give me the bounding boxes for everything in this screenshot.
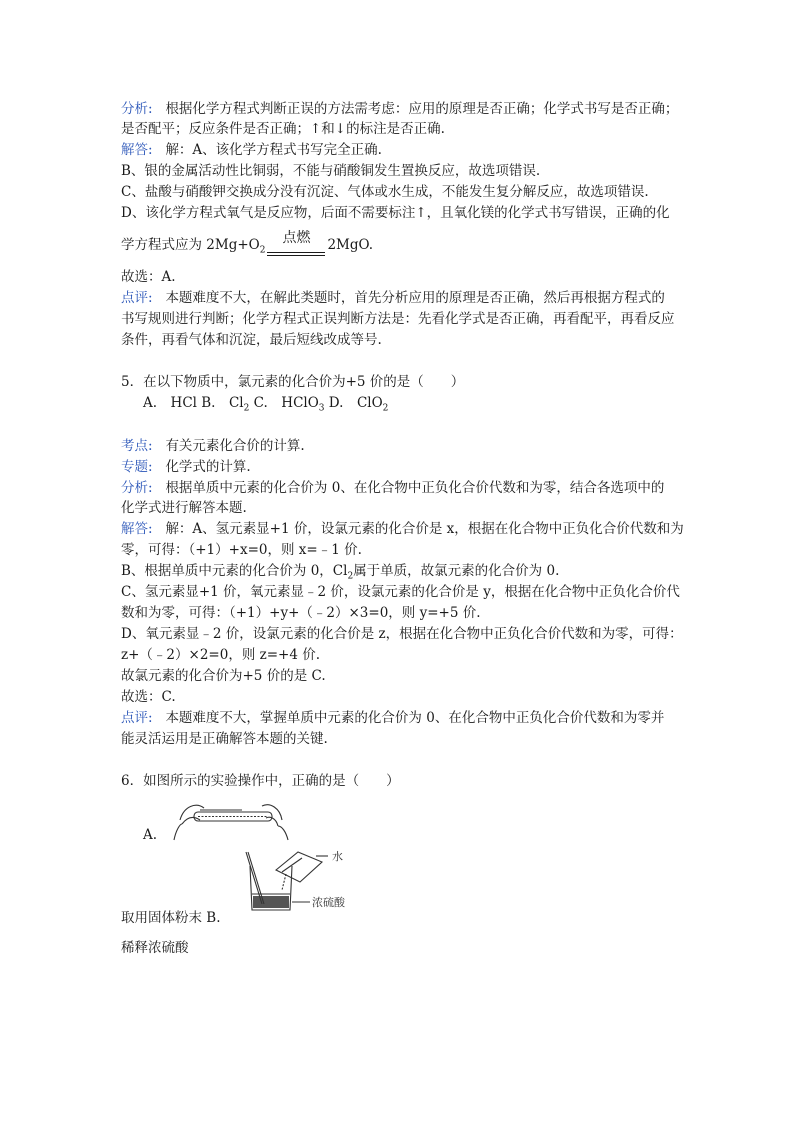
figure-a-powder-sampling <box>172 790 290 842</box>
analysis-label: 分析: <box>121 101 153 117</box>
q5-line-b-suffix: 属于单质，故氯元素的化合价为 0. <box>353 563 560 579</box>
q4-comment-text-1: 本题难度不大，在解此类题时，首先分析应用的原理是否正确，然后再根据方程式的 <box>165 290 665 306</box>
q4-line-b: B、银的金属活动性比铜弱，不能与硝酸铜发生置换反应，故选项错误. <box>121 163 541 179</box>
q5-answer-text-1: 解：A、氢元素显+1 价，设氯元素的化合价是 x，根据在化合物中正负化合价代数和为 <box>165 521 684 537</box>
q5-sub-c: 3 <box>318 403 325 414</box>
q5-point-line <box>121 437 305 455</box>
q5-comment-line-1 <box>121 709 664 727</box>
q5-line-d-1: D、氧元素显﹣2 价，设氯元素的化合价是 z，根据在化合物中正负化合价代数和为零，可得： <box>121 626 683 642</box>
q4-answer-line <box>121 141 382 159</box>
q4-analysis-line-1 <box>121 100 678 118</box>
q5-point-text: 有关元素化合价的计算. <box>165 438 305 454</box>
q5-choice: 故选：C. <box>121 689 176 705</box>
figure-b-water-label: 水 <box>332 850 343 863</box>
q5-analysis-line-2: 化学式进行解答本题. <box>121 500 247 516</box>
q4-answer-text: 解：A、该化学方程式书写完全正确. <box>165 142 382 158</box>
q5-line-b-sub: 2 <box>347 571 354 582</box>
q4-choice: 故选：A. <box>121 269 176 285</box>
q5-options <box>143 394 388 418</box>
q4-equation-prefix: 学方程式应为 2Mg+O <box>121 237 260 253</box>
q5-topic-text: 化学式的计算. <box>165 459 251 475</box>
q5-conclusion: 故氯元素的化合价为+5 价的是 C. <box>121 668 326 684</box>
q4-line-d-2 <box>121 229 374 260</box>
figure-b-acid-label: 浓硫酸 <box>312 896 345 909</box>
reaction-arrow <box>265 229 327 260</box>
comment-label: 点评: <box>121 290 153 306</box>
q5-comment-line-2: 能灵活运用是正确解答本题的关键. <box>121 731 328 747</box>
comment-label: 点评: <box>121 710 153 726</box>
q5-topic-line <box>121 458 251 476</box>
q5-analysis-line-1 <box>121 479 664 497</box>
q6-question: 6．如图所示的实验操作中，正确的是（ ） <box>121 773 400 789</box>
q4-analysis-line-2: 是否配平；反应条件是否正确；↑和↓的标注是否正确. <box>121 121 445 137</box>
q5-line-d-2: z+（﹣2）×2=0，则 z=+4 价. <box>121 647 321 663</box>
q4-comment-line-2: 书写规则进行判断；化学方程式正误判断方法是：先看化学式是否正确，再看配平，再看反应 <box>121 311 675 327</box>
q5-option-d: D. ClO <box>324 395 383 411</box>
q5-line-c-2: 数和为零，可得：（+1）+y+（﹣2）×3=0，则 y=+5 价. <box>121 605 481 621</box>
q5-sub-b: 2 <box>243 403 250 414</box>
q5-sub-d: 2 <box>382 403 389 414</box>
reaction-condition: 点燃 <box>282 229 311 246</box>
q6-option-b-caption: 稀释浓硫酸 <box>121 940 189 956</box>
q4-comment-line-1 <box>121 289 665 307</box>
q6-option-a-caption: 取用固体粉末 B. <box>121 910 221 926</box>
q5-analysis-text-1: 根据单质中元素的化合价为 0、在化合物中正负化合价代数和为零，结合各选项中的 <box>165 480 665 496</box>
q4-equation-subscript: 2 <box>259 245 266 256</box>
q5-answer-line-2: 零，可得：（+1）+x=0，则 x=﹣1 价. <box>121 542 362 558</box>
q5-line-b-prefix: B、根据单质中元素的化合价为 0，Cl <box>121 563 348 579</box>
q4-line-c: C、盐酸与硝酸钾交换成分没有沉淀、气体或水生成，不能发生复分解反应，故选项错误. <box>121 184 649 200</box>
q5-comment-text-1: 本题难度不大，掌握单质中元素的化合价为 0、在化合物中正负化合价代数和为零并 <box>165 710 665 726</box>
topic-label: 专题: <box>121 459 153 475</box>
answer-label: 解答: <box>121 142 153 158</box>
q4-comment-line-3: 条件，再看气体和沉淀，最后短线改成等号. <box>121 332 382 348</box>
q4-equation-suffix: 2MgO. <box>327 237 374 253</box>
analysis-label: 分析: <box>121 480 153 496</box>
q5-question: 5．在以下物质中，氯元素的化合价为+5 价的是（ ） <box>121 374 465 390</box>
q5-line-c-1: C、氢元素显+1 价，氧元素显﹣2 价，设氯元素的化合价是 y，根据在化合物中正负化合价代 <box>121 584 680 600</box>
q5-options-ab: A. HCl B. Cl <box>143 395 244 411</box>
q5-answer-line-1 <box>121 520 684 538</box>
figure-b-dilute-sulfuric-acid <box>236 846 348 916</box>
point-label: 考点: <box>121 438 153 454</box>
q4-line-d-1: D、该化学方程式氧气是反应物，后面不需要标注↑，且氧化镁的化学式书写错误，正确的化 <box>121 205 670 221</box>
q6-option-a-label: A. <box>143 827 158 843</box>
q5-option-c: C. HClO <box>249 395 319 411</box>
q4-analysis-text-1: 根据化学方程式判断正误的方法需考虑：应用的原理是否正确；化学式书写是否正确； <box>165 101 679 117</box>
answer-label: 解答: <box>121 521 153 537</box>
